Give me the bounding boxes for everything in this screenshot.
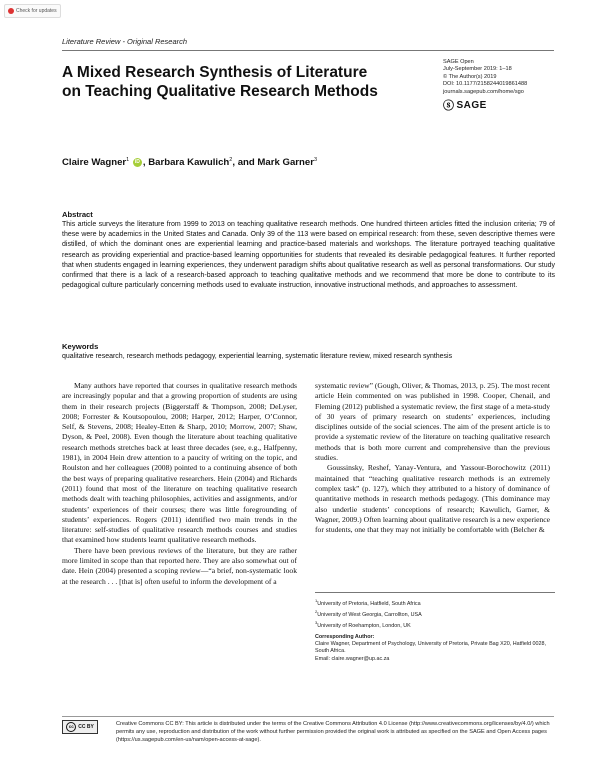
affiliation-marker: 2 [229, 157, 233, 163]
affiliation: $^2$University of West Georgia, Carrollton, USA [315, 609, 422, 618]
author-list: Claire Wagner$^1$ iD , Barbara Kawulich$^2$, and Mark Garner$^3$ [62, 157, 318, 169]
journal-name: SAGE Open [443, 59, 474, 65]
body-paragraph: systematic review” (Gough, Oliver, & Thomas, 2013, p. 25). The most recent article Hein commented on was published in 1998. Cooper, Chenail, and Fleming (2012) published a systematic review, the first stage of a meta-study of 30 years of primary research on students’ experiences, including disciplines outside of the social sciences. The aim of the present article is to provide a systematic review of the literature on teaching qualitative research methods that is both more current and comprehensive than the previous studies. [315, 381, 550, 463]
author-name: Mark Garner [257, 157, 314, 169]
affiliation: $^3$University of Roehampton, London, UK [315, 620, 411, 629]
corresponding-author-email[interactable]: Email: claire.wagner@up.ac.za [315, 655, 390, 662]
sage-logo-text: SAGE [456, 99, 487, 111]
license-body: Creative Commons CC BY: This article is distributed under the terms of the Creative Commons Attribution 4.0 License (http://www.creativecommons.org/licenses/by/4.0/) which permits any use, reproduction and distribution of the work without further permission provided the original work is attributed as specified on the SAGE and Open Access pages (https://us.sagepub.com/en-us/nam/open-access-at-sage). [116, 721, 550, 744]
sage-swirl-icon: ⓢ [443, 100, 455, 112]
affiliation: $^1$University of Pretoria, Hatfield, South Africa [315, 598, 421, 607]
abstract-heading: Abstract [62, 210, 93, 219]
footnote-divider [315, 592, 555, 593]
check-for-updates-label: Check for updates [16, 8, 57, 14]
corresponding-author-heading: Corresponding Author: [315, 634, 375, 640]
copyright: © The Author(s) 2019 [443, 73, 497, 80]
keywords-text: qualitative research, research methods pedagogy, experiential learning, systematic literature review, mixed research synthesis [62, 353, 453, 360]
affiliation-marker: 3 [313, 157, 318, 163]
abstract-text: This article surveys the literature from 1999 to 2013 on teaching qualitative research methods. One hundred thirteen articles fitted the inclusion criteria; 79 of these were by academics in the United States and Canada. Only 39 of the 113 were based on empirical research: from these, seven descriptive themes were distilled, of which the dominant ones are experiential learning and practice-based materials and workshops. The literature portrayed teaching qualitative research as providing experiential and practice-based learning opportunities for students that revealed its desirable pedagogical features. It further reported that when students engaged in learning experiences, they underwent paradigm shifts about qualitative research as well as personal transformations. Our study confirmed that there is a lack of a research-based approach to teaching qualitative methods and we recommend that more be done to contribute to its pedagogical culture particularly concerning methods used to evaluate instruction, innovative instructional methods, and approaches to assessment. [62, 221, 555, 290]
footnotes [315, 597, 555, 663]
doi[interactable]: DOI: 10.1177/2158244019861488 [443, 81, 528, 88]
body-column-left [62, 381, 297, 587]
journal-meta [443, 59, 563, 96]
sage-logo [443, 97, 487, 113]
header-divider [62, 50, 554, 51]
cc-badge-label: CC BY [78, 724, 94, 730]
author-name: Claire Wagner [62, 157, 127, 169]
body-paragraph: There have been previous reviews of the literature, but they are rather more limited in scope than that reported here. They are also somewhat out of date. Hein (2004) presented a scoping review—“a brief, non-systematic look at the research . . . [that is] often useful to inform the development of a [62, 545, 297, 586]
corresponding-author-address: Claire Wagner, Department of Psychology, University of Pretoria, Private Bag X20, Hatfield 0028, South Africa. [315, 641, 547, 655]
body-paragraph: Goussinsky, Reshef, Yanay-Ventura, and Yassour-Borochowitz (2011) maintained that “teaching qualitative research methods is an extremely complex task” (p. 127), which they attributed to a history of dominance of quantitative methods in research methods pedagogy. (This dominance may also underlie students’ conceptions of research; Kawulich, Garner, & Wagner, 2009.) Often learning about qualitative research is a new experience for students, one that they may not initially be comfortable with (Belcher & [315, 463, 550, 535]
journal-url[interactable]: journals.sagepub.com/home/sgo [443, 88, 524, 95]
journal-issue: July-September 2019: 1–18 [443, 66, 512, 73]
orcid-icon[interactable]: iD [134, 159, 140, 166]
article-category: Literature Review - Original Research [62, 37, 188, 46]
license-divider [62, 716, 554, 717]
cc-icon: cc [66, 722, 76, 732]
affiliation-marker: 1 [126, 157, 130, 163]
author-name: Barbara Kawulich [148, 157, 230, 169]
article-title: A Mixed Research Synthesis of Literature on Teaching Qualitative Research Methods [62, 64, 378, 100]
body-column-right [315, 381, 550, 535]
license-text [62, 720, 554, 745]
check-for-updates-badge[interactable] [4, 4, 61, 18]
conjunction: and [237, 157, 255, 169]
keywords-heading: Keywords [62, 342, 99, 351]
body-paragraph: Many authors have reported that courses in qualitative research methods are increasingly popular and that a growing proportion of students are using them in their research projects (Biggerstaff & Thompson, 2008; DeLyser, 2008; Forrester & Koutsopoulou, 2008; Harper, 2012; Harper, O’Connor, Self, & Stevens, 2008; Healey-Etten & Sharp, 2010; Morrow, 2007; Shaw, Dyson, & Peel, 2008). Even though the literature about teaching qualitative research methods stretches back at least three decades (see, e.g., Halfpenny, 1981), in 2004 Hein drew attention to a paucity of writing on the topic, and Roulston and her colleagues (2008) pointed to a continuing absence of both the best ways of preparing qualitative researchers. Hein (2004) and Richards (2011) found that most of the literature on teaching qualitative research methods dealt with teaching philosophies, activities and assignments, and/or students’ experiences of their courses; there was little foregrounding of students’ experiences. Rogers (2011) identified two main trends in the literature: self-studies of qualitative research methods courses and studies that examined how students learnt qualitative research methods. [62, 381, 297, 545]
cc-license-badge[interactable] [62, 720, 98, 734]
update-icon [8, 8, 14, 14]
